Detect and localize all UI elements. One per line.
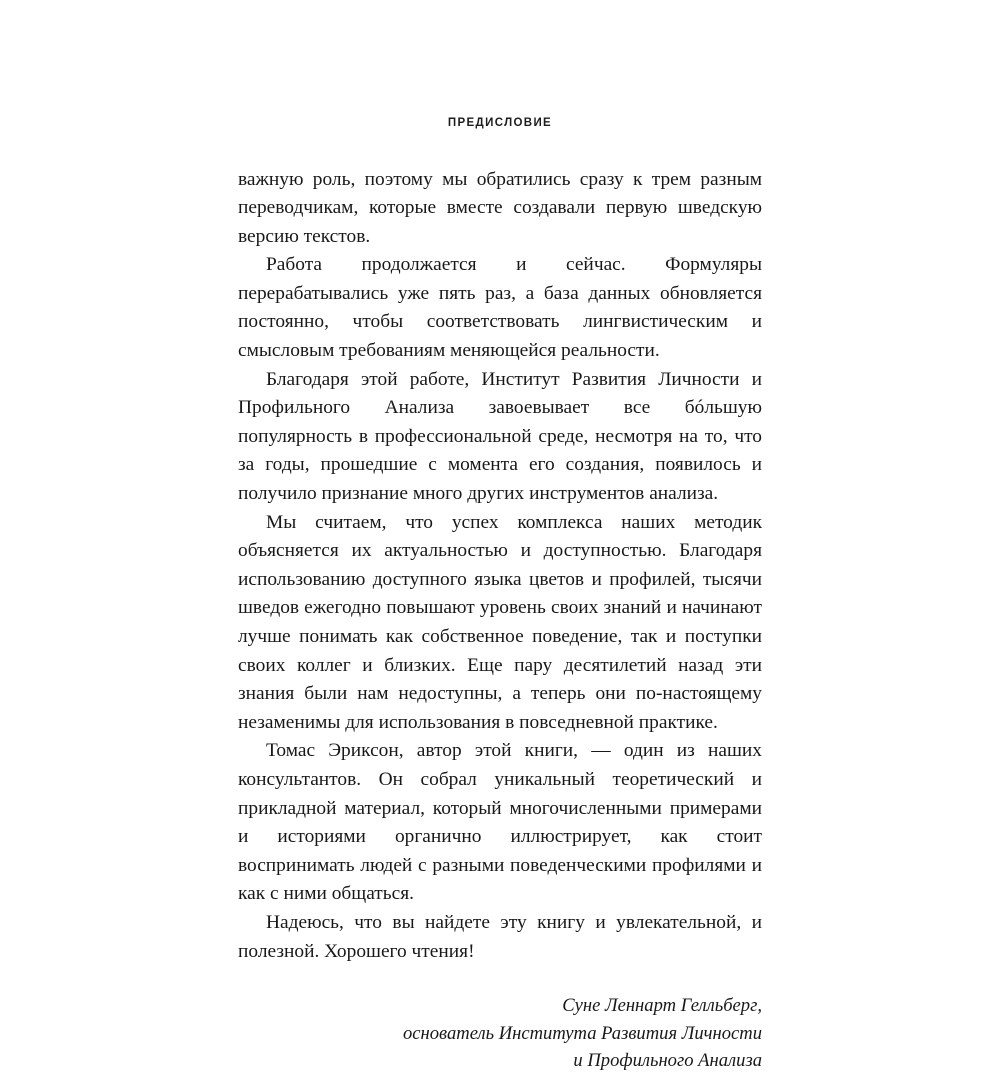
- paragraph: важную роль, поэтому мы обратились сразу к трем разным переводчикам, которые вместе создавали первую шведскую версию текстов.: [238, 168, 762, 247]
- paragraph: Мы считаем, что успех комплекса наших методик объясняется их актуальностью и доступностью. Благодаря использованию доступного языка цветов и профилей, тысячи шведов ежегодно повышают уровень своих знаний и начинают лучше понимать как собственное поведение, так и поступки своих коллег и близких. Еще пару десятилетий назад эти знания были нам недоступны, а теперь они по-настоящему незаменимы для использования в повседневной практике.: [238, 511, 762, 733]
- running-head: ПРЕДИСЛОВИЕ: [447, 117, 553, 129]
- text-column: [238, 118, 762, 1075]
- signature-role-line-2: и Профильного Анализа: [573, 1050, 762, 1072]
- body-text: [238, 166, 762, 967]
- paragraph: Работа продолжается и сейчас. Формуляры перерабатывались уже пять раз, а база данных обновляется постоянно, чтобы соответствовать лингвистическим и смысловым требованиям меняющейся реальности.: [238, 254, 762, 362]
- paragraph: Благодаря этой работе, Институт Развития Личности и Профильного Анализа завоевывает все бóльшую популярность в профессиональной среде, несмотря на то, что за годы, прошедшие с момента его создания, появилось и получило признание много других инструментов анализа.: [238, 368, 762, 505]
- signature-role-line-1: основатель Института Развития Личности: [402, 1022, 762, 1044]
- paragraph: Томас Эриксон, автор этой книги, — один из наших консультантов. Он собрал уникальный теоретический и прикладной материал, который многочисленными примерами и историями органично иллюстрирует, как стоит воспринимать людей с разными поведенческими профилями и как с ними общаться.: [238, 740, 762, 905]
- signature-block: [238, 992, 762, 1075]
- signature-author: Суне Леннарт Гелльберг,: [562, 995, 762, 1017]
- paragraph: Надеюсь, что вы найдете эту книгу и увлекательной, и полезной. Хорошего чтения!: [238, 911, 762, 962]
